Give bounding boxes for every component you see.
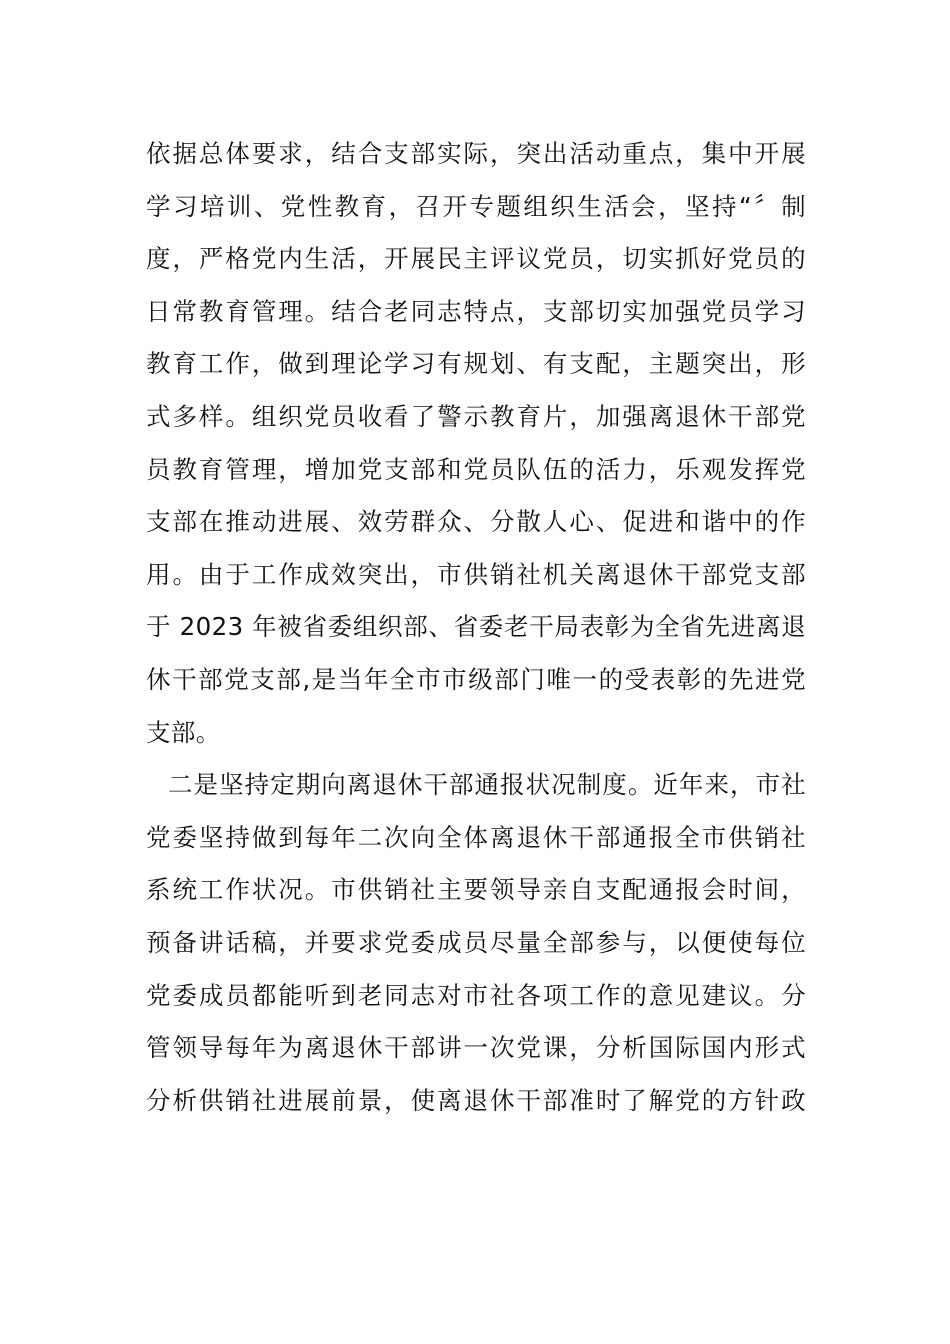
text-line: 预备讲话稿，并要求党委成员尽量全部参与，以便使每位 — [146, 927, 806, 957]
document-body — [146, 128, 826, 1127]
text-line: 式多样。组织党员收看了警示教育片，加强离退休干部党 — [146, 401, 806, 431]
text-line: 党委成员都能听到老同志对市社各项工作的意见建议。分 — [146, 980, 806, 1010]
text-line: 二是坚持定期向离退休干部通报状况制度。近年来，市社 — [168, 770, 806, 800]
paragraph-2 — [146, 759, 826, 1127]
text-line: 度，严格党内生活，开展民主评议党员，切实抓好党员的 — [146, 244, 806, 274]
text-line: 分析供销社进展前景，使离退休干部准时了解党的方针政 — [146, 1085, 806, 1115]
text-line: 教育工作，做到理论学习有规划、有支配，主题突出，形 — [146, 349, 806, 379]
text-line: 依据总体要求，结合支部实际，突出活动重点，集中开展 — [146, 139, 806, 168]
text-line: 系统工作状况。市供销社主要领导亲自支配通报会时间， — [146, 875, 806, 905]
text-line: 休干部党支部,是当年全市市级部门唯一的受表彰的先进党 — [146, 664, 806, 694]
text-line: 于 2023 年被省委组织部、省委老干局表彰为全省先进离退 — [146, 612, 806, 642]
text-line: 党委坚持做到每年二次向全体离退休干部通报全市供销社 — [146, 822, 806, 852]
text-line: 员教育管理，增加党支部和党员队伍的活力，乐观发挥党 — [146, 454, 806, 484]
text-line: 学习培训、党性教育，召开专题组织生活会，坚持“〞制 — [146, 191, 806, 221]
text-line: 日常教育管理。结合老同志特点，支部切实加强党员学习 — [146, 296, 806, 326]
text-line: 管领导每年为离退休干部讲一次党课，分析国际国内形式 — [146, 1033, 806, 1063]
text-line: 用。由于工作成效突出，市供销社机关离退休干部党支部 — [146, 559, 806, 589]
text-line: 支部在推动进展、效劳群众、分散人心、促进和谐中的作 — [146, 507, 806, 537]
text-line: 支部。 — [146, 717, 221, 747]
paragraph-1 — [146, 128, 826, 759]
